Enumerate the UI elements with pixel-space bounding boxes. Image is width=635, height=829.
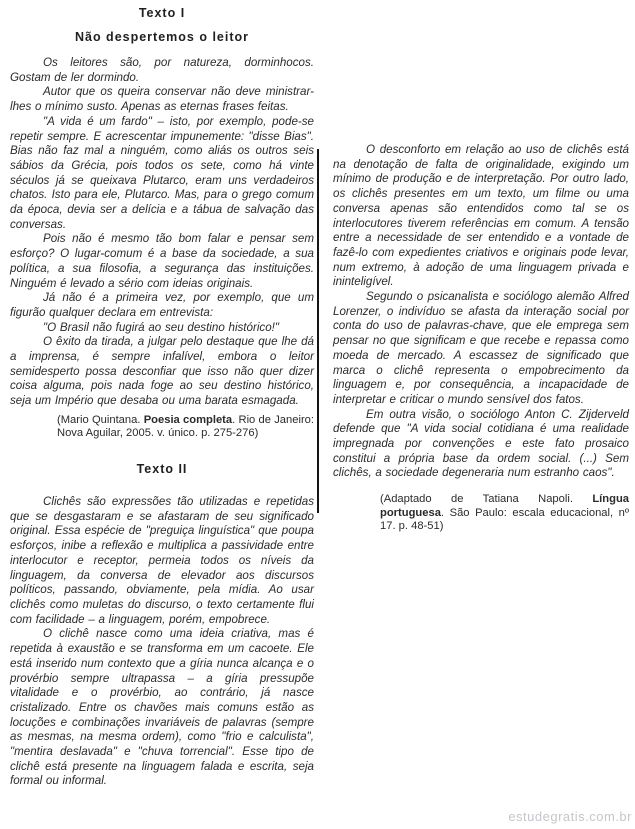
citation-prefix: (Mario Quintana. [57, 413, 144, 426]
texto2-paragraph: Clichês são expressões tão utilizadas e repetidas que se desgastaram e se afastaram de seu significado original. Essa espécie de "preguiça linguística" que poupa esforços, inibe a reflexão e multiplica a passividade entre interlocutor e receptor, permeia todos os níveis da linguagem, da conversa de elevador aos discursos políticos, passando, obviamente, pela mídia. Ao usar clichês como muletas do discurso, o texto certamente flui com facilidade – a linguagem, porém, empobrece. [10, 495, 314, 626]
texto1-paragraph: "O Brasil não fugirá ao seu destino histórico!" [43, 320, 279, 334]
citation-work-title: Poesia completa [143, 413, 233, 426]
texto1-citation [57, 414, 314, 441]
texto1-paragraph: Autor que os queira conservar não deve ministrar-lhes o mínimo susto. Apenas as eternas frases feitas. [10, 85, 314, 114]
texto1-paragraph: Os leitores são, por natureza, dorminhocos. Gostam de ler dormindo. [10, 56, 314, 84]
texto2-paragraph: O desconforto em relação ao uso de clichês está na denotação de falta de originalidade, exigindo um mínimo de produção e de interpretação. Por outro lado, os clichês presentes em um texto, um filme ou uma conversa apenas são entendidos como tal se os interlocutores tiverem referências em comum. A tensão entre a necessidade de ser entendido e a vontade de fazê-lo com expedientes criativos e originais pode levar, num extremo, à adoção de uma linguagem privada e ininteligível. [333, 143, 629, 289]
texto2-paragraph: O clichê nasce como uma ideia criativa, mas é repetida à exaustão e se transforma em um cacoete. Ele está inserido num contexto que a gíria nunca alcança e o provérbio sempre ultrapassa – a gíria pressupõe vitalidade e o provérbio, ao contrário, já nasce cristalizado. Entre os chavões mais comuns estão as locuções e combinações invariáveis de palavras (sempre as mesmas, na mesma ordem), como "frio e calculista", "mentira deslavada" e "chuva torrencial". Esse tipo de clichê está presente na linguagem falada e escrita, seja formal ou informal. [10, 627, 314, 788]
right-column [333, 143, 629, 534]
watermark: estudegratis.com.br [508, 809, 632, 824]
column-divider [317, 149, 319, 513]
citation-suffix: . São Paulo: escala educacional, nº 17. p. 48-51) [380, 506, 629, 533]
texto1-paragraph: Já não é a primeira vez, por exemplo, que um figurão qualquer declara em entrevista: [10, 291, 314, 319]
texto2-citation [380, 493, 629, 534]
left-column [10, 6, 314, 789]
texto2-paragraph: Segundo o psicanalista e sociólogo alemão Alfred Lorenzer, o indivíduo se afasta da interação social por conta do uso de palavras-chave, que ele emprega sem pensar no que significam e que recebe e repassa como moeda de mercado. A escassez de significado que marca o clichê representa o empobrecimento da linguagem e, por consequência, a incapacidade de interpretar e criticar o mundo sensível dos fatos. [333, 290, 629, 406]
texto2-title: Texto II [136, 462, 188, 477]
citation-prefix: (Adaptado de Tatiana Napoli. [380, 493, 593, 506]
texto1-paragraph: Pois não é mesmo tão bom falar e pensar sem esforço? O lugar-comum é a base da sociedade, a sua política, a sua filosofia, a segurança das instituições. Ninguém é levado a sério com ideias originais. [10, 232, 314, 290]
texto1-paragraph: "A vida é um fardo" – isto, por exemplo, pode-se repetir sempre. E acrescentar impunemente: "disse Bias". Bias não faz mal a ninguém, como aliás os outros seis sábios da Grécia, pois todos os sete, como há vinte séculos já se queixava Plutarco, eram uns verdadeiros chatos. Isto para ele, Plutarco. Mas, para o grego comum da época, devia ser a delícia e a tábua de salvação das conversas. [10, 114, 314, 231]
citation-suffix: . Rio de Janeiro: Nova Aguilar, 2005. v. único. p. 275-276) [57, 413, 315, 440]
texto1-paragraph: O êxito da tirada, a julgar pelo destaque que lhe dá a imprensa, é sempre infalível, embora o leitor semidesperto possa desconfiar que isso não quer dizer coisa alguma, pois nada foge ao seu destino histórico, seja um Império que desaba ou uma barata esmagada. [10, 335, 314, 408]
texto2-paragraph: Em outra visão, o sociólogo Anton C. Zijderveld defende que "A vida social cotidiana é uma realidade impregnada por convenções e este fato prosaico constitui a própria base da ordem social. (...) Sem clichês, a sociedade degeneraria num estranho caos". [333, 407, 629, 480]
texto1-title: Texto I [138, 6, 186, 20]
texto1-subtitle: Não despertemos o leitor [74, 30, 250, 44]
citation-work-title: Língua portuguesa [380, 493, 629, 519]
